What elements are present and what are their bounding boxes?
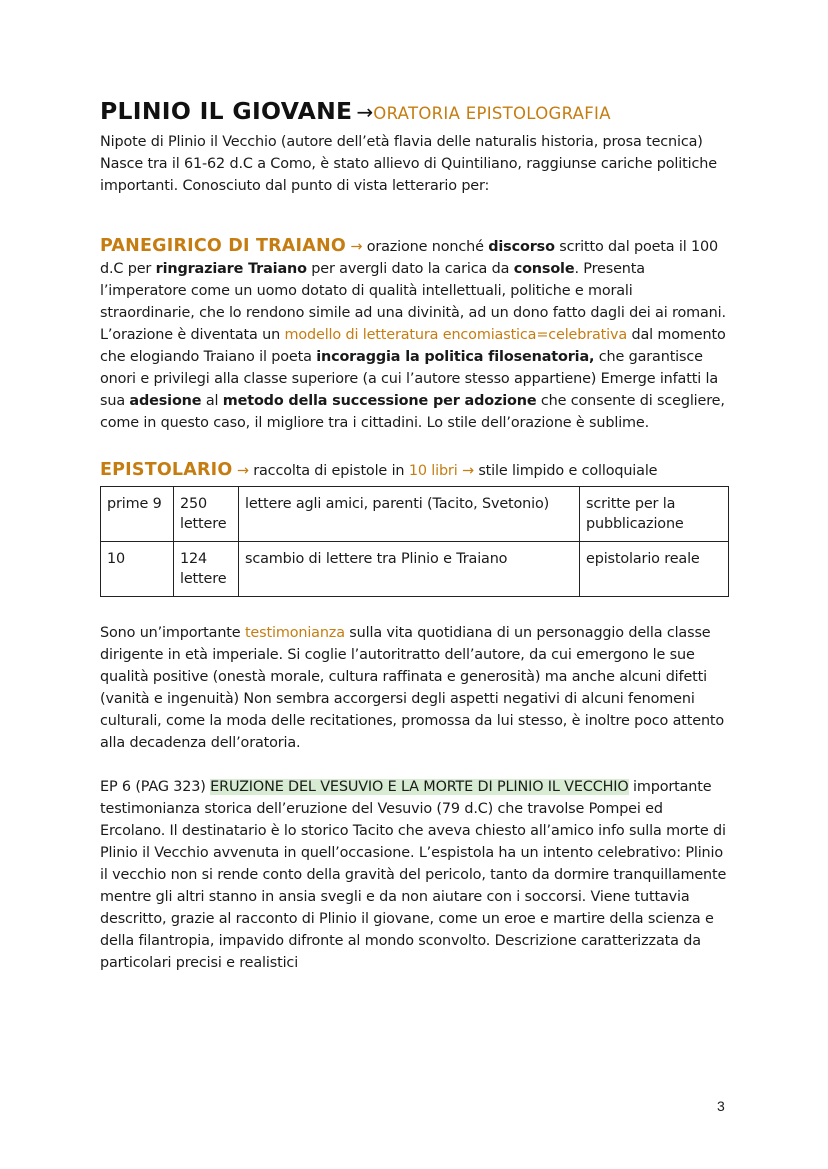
testimonianza-paragraph <box>100 622 730 754</box>
intro-paragraph: Nipote di Plinio il Vecchio (autore dell’età flavia delle naturalis historia, prosa tecnica) Nasce tra il 61-62 d.C a Como, è stato allievo di Quintiliano, raggiunse cariche politiche importanti. Conosciuto dal punto di vista letterario per: <box>100 134 717 194</box>
epistolario-heading-line <box>100 459 730 482</box>
table-cell: prime 9 <box>101 487 174 542</box>
table-row <box>101 542 729 597</box>
text-span: orazione nonché <box>362 239 489 255</box>
accent-span: 10 libri <box>408 463 458 479</box>
text-span: dal momento che elogiando Traiano il poeta <box>100 327 726 365</box>
table-cell: scritte per la pubblicazione <box>580 487 729 542</box>
document-page <box>100 97 730 974</box>
bold-span: adesione <box>129 393 202 409</box>
bold-span: discorso <box>488 239 555 255</box>
text-span: raccolta di epistole in <box>248 463 409 479</box>
epistolario-table <box>100 486 729 597</box>
table-cell: 250 lettere <box>174 487 239 542</box>
text-span: Sono un’importante <box>100 625 245 641</box>
text-span: al <box>201 393 223 409</box>
panegirico-heading: PANEGIRICO DI TRAIANO <box>100 236 346 256</box>
title-line <box>100 97 730 127</box>
table-cell: lettere agli amici, parenti (Tacito, Svetonio) <box>239 487 580 542</box>
bold-span: ringraziare Traiano <box>155 261 307 277</box>
arrow-icon: → <box>356 100 374 124</box>
arrow-icon: → <box>236 463 249 479</box>
page-subtitle: ORATORIA EPISTOLOGRAFIA <box>373 104 611 123</box>
text-span: che garantisce onori e privilegi alla classe superiore (a cui l’autore stesso appartiene) Emerge infatti la sua <box>100 349 718 409</box>
panegirico-paragraph <box>100 235 730 434</box>
accent-span: testimonianza <box>244 625 345 641</box>
text-span: importante testimonianza storica dell’eruzione del Vesuvio (79 d.C) che travolse Pompei ed Ercolano. Il destinatario è lo storico Tacito che aveva chiesto all’amico info sulla morte di Plinio il Vecchio avvenuta in quell’occasione. L’espistola ha un intento celebrativo: Plinio il vecchio non si rende conto della gravità del pericolo, tanto da dormire tranquillamente mentre gli altri stanno in ansia svegli e da non aiutare con i soccorsi. Viene tuttavia descritto, grazie al racconto di Plinio il giovane, come un eroe e martire della scienza e della filantropia, impavido difronte al mondo sconvolto. Descrizione caratterizzata da particolari precisi e realistici <box>100 779 727 971</box>
page-title: PLINIO IL GIOVANE <box>100 97 353 125</box>
table-cell: 10 <box>101 542 174 597</box>
table-row <box>101 487 729 542</box>
text-span: sulla vita quotidiana di un personaggio della classe dirigente in età imperiale. Si coglie l’autoritratto dell’autore, da cui emergono le sue qualità positive (onestà morale, cultura raffinata e generosità) ma anche alcuni difetti (vanità e ingenuità) Non sembra accorgersi degli aspetti negativi di alcuni fenomeni culturali, come la moda delle recitationes, promossa da lui stesso, è inoltre poco attento alla decadenza dell’oratoria. <box>100 625 725 751</box>
text-span: per avergli dato la carica da <box>306 261 514 277</box>
text-span: scritto dal poeta il 100 d.C per <box>100 239 719 277</box>
arrow-icon: → <box>350 239 363 255</box>
ep6-paragraph <box>100 776 730 974</box>
arrow-icon: → <box>461 463 474 479</box>
table-cell: 124 lettere <box>174 542 239 597</box>
bold-span: metodo della successione per adozione <box>222 393 537 409</box>
text-span: che consente di scegliere, come in questo caso, il migliore tra i cittadini. Lo stile dell’orazione è sublime. <box>100 393 725 431</box>
epistolario-heading: EPISTOLARIO <box>100 460 233 480</box>
text-span: stile limpido e colloquiale <box>473 463 658 479</box>
highlighted-title: ERUZIONE DEL VESUVIO E LA MORTE DI PLINIO IL VECCHIO <box>210 779 629 795</box>
table-cell: epistolario reale <box>580 542 729 597</box>
bold-span: console <box>513 261 575 277</box>
text-span: . Presenta l’imperatore come un uomo dotato di qualità intellettuali, politiche e morali straordinarie, che lo rendono simile ad una divinità, ad un dono fatto dagli dei ai romani. L’orazione è diventata un <box>100 261 726 343</box>
page-number: 3 <box>717 1098 725 1114</box>
ep6-reference: EP 6 (PAG 323) <box>100 779 211 795</box>
bold-span: incoraggia la politica filosenatoria, <box>316 349 595 365</box>
accent-span: modello di letteratura encomiastica=celebrativa <box>284 327 628 343</box>
table-cell: scambio di lettere tra Plinio e Traiano <box>239 542 580 597</box>
